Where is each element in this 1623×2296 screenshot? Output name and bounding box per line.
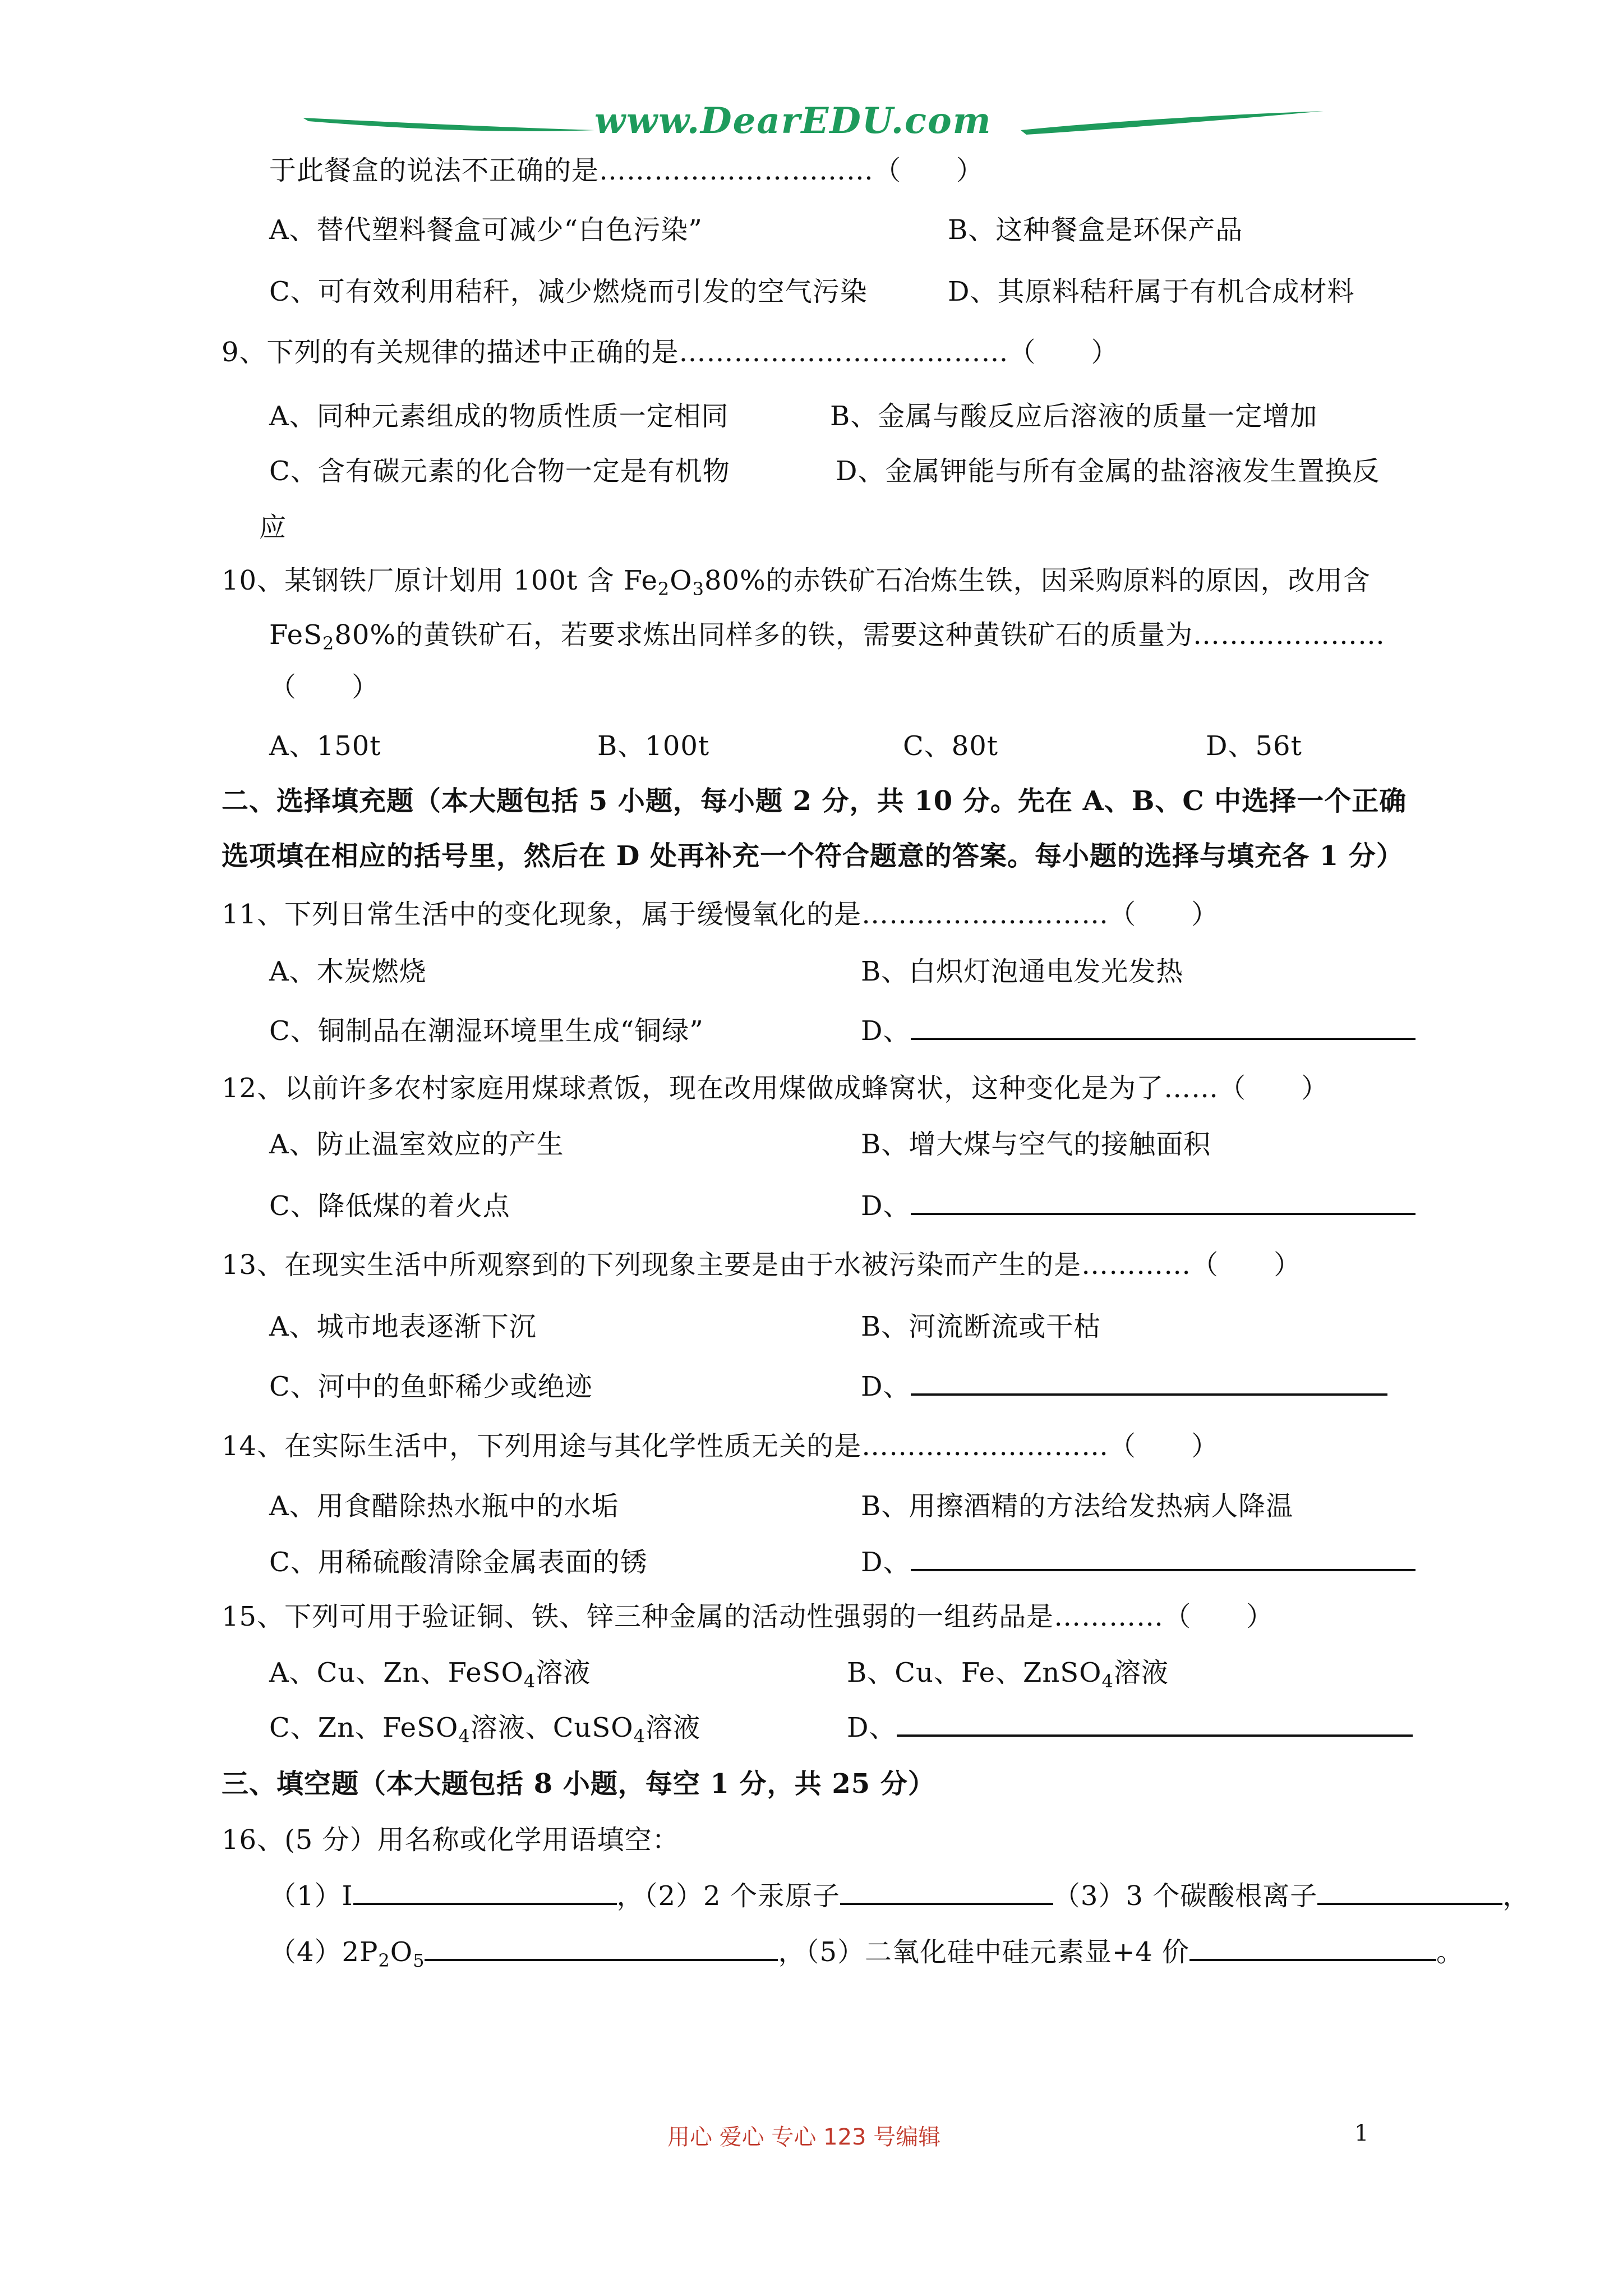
q8-option-b: B、这种餐盒是环保产品 — [948, 214, 1243, 246]
q11-option-b: B、白炽灯泡通电发光发热 — [861, 956, 1184, 987]
q14-answer-blank[interactable] — [911, 1547, 1415, 1571]
q9-option-c: C、含有碳元素的化合物一定是有机物 — [269, 455, 730, 487]
q13-option-a: A、城市地表逐渐下沉 — [269, 1311, 537, 1342]
q9-option-d: D、金属钾能与所有金属的盐溶液发生置换反 — [836, 455, 1380, 487]
section2-title-line2: 选项填在相应的括号里，然后在 D 处再补充一个符合题意的答案。每小题的选择与填充各 1 分） — [222, 840, 1404, 872]
q12-option-b: B、增大煤与空气的接触面积 — [861, 1129, 1211, 1160]
q13-answer-blank[interactable] — [911, 1371, 1387, 1396]
q16-blank-1[interactable] — [353, 1880, 617, 1905]
q15-option-b: B、Cu、Fe、ZnSO$_4$溶液 — [847, 1657, 1169, 1692]
q15-option-c: C、Zn、FeSO$_4$溶液、CuSO$_4$溶液 — [269, 1712, 700, 1747]
q13-option-c: C、河中的鱼虾稀少或绝迹 — [269, 1371, 593, 1402]
q16-parts-row2: $(4)2P_2O_5$ ，（5）二氧化硅中硅元素显+4 价 。 — [269, 1936, 1464, 1971]
q10-option-d: D、56t — [1206, 730, 1302, 762]
q16-blank-5[interactable] — [1189, 1936, 1436, 1961]
q9-option-d-cont: 应 — [259, 512, 287, 543]
q8-stem: 于此餐盒的说法不正确的是…………………………（ ） — [269, 155, 984, 186]
q11-stem: 11、下列日常生活中的变化现象，属于缓慢氧化的是………………………（ ） — [222, 899, 1219, 930]
q16-blank-2[interactable] — [840, 1880, 1053, 1905]
q14-option-b: B、用擦酒精的方法给发热病人降温 — [861, 1490, 1294, 1522]
q14-stem: 14、在实际生活中，下列用途与其化学性质无关的是………………………（ ） — [222, 1430, 1219, 1462]
q14-option-c: C、用稀硫酸清除金属表面的锈 — [269, 1547, 648, 1578]
q12-option-d: D、 — [861, 1189, 1415, 1223]
q12-option-a: A、防止温室效应的产生 — [269, 1129, 564, 1160]
q9-option-a: A、同种元素组成的物质性质一定相同 — [269, 401, 729, 432]
q10-option-a: A、150t — [269, 730, 381, 762]
q12-option-c: C、降低煤的着火点 — [269, 1190, 510, 1222]
q13-stem: 13、在现实生活中所观察到的下列现象主要是由于水被污染而产生的是…………（ ） — [222, 1249, 1302, 1281]
q10-stem-line3: （ ） — [269, 671, 380, 703]
q9-stem: 9、下列的有关规律的描述中正确的是………………………………（ ） — [222, 337, 1119, 368]
q16-blank-3[interactable] — [1317, 1880, 1502, 1905]
footer-text: 用心 爱心 专心 123 号编辑 — [667, 2124, 941, 2150]
q8-option-a: A、替代塑料餐盒可减少“白色污染” — [269, 214, 703, 246]
q12-answer-blank[interactable] — [911, 1190, 1415, 1215]
q13-option-d: D、 — [861, 1370, 1387, 1404]
section2-title-line1: 二、选择填充题（本大题包括 5 小题，每小题 2 分，共 10 分。先在 A、B、C 中选择一个正确 — [222, 785, 1407, 817]
q10-stem-line1: 10、某钢铁厂原计划用 100t 含 $Fe_2O_380\%$的赤铁矿石冶炼生铁，因采购原料的原因，改用含 — [222, 565, 1371, 600]
page-number: 1 — [1354, 2120, 1369, 2146]
q16-blank-4[interactable] — [425, 1936, 778, 1961]
q10-stem-line2: FeS$_2$80%的黄铁矿石，若要求炼出同样多的铁，需要这种黄铁矿石的质量为………………… — [269, 619, 1386, 654]
section3-title: 三、填空题（本大题包括 8 小题，每空 1 分，共 25 分） — [222, 1768, 935, 1800]
q14-option-a: A、用食醋除热水瓶中的水垢 — [269, 1490, 619, 1522]
q14-option-d: D、 — [861, 1545, 1415, 1579]
q11-option-d: D、 — [861, 1014, 1415, 1048]
q8-option-d: D、其原料秸秆属于有机合成材料 — [948, 276, 1355, 307]
q11-option-c: C、铜制品在潮湿环境里生成“铜绿” — [269, 1015, 704, 1047]
q10-option-b: B、100t — [597, 730, 710, 762]
q15-answer-blank[interactable] — [897, 1712, 1413, 1737]
q15-option-d: D、 — [847, 1711, 1413, 1745]
q13-option-b: B、河流断流或干枯 — [861, 1311, 1101, 1342]
q8-option-c: C、可有效利用秸秆，减少燃烧而引发的空气污染 — [269, 276, 868, 307]
q9-option-b: B、金属与酸反应后溶液的质量一定增加 — [830, 401, 1318, 432]
q16-stem: 16、(5 分）用名称或化学用语填空： — [222, 1824, 680, 1856]
site-url[interactable]: www.DearEDU.com — [594, 100, 992, 142]
q15-stem: 15、下列可用于验证铜、铁、锌三种金属的活动性强弱的一组药品是…………（ ） — [222, 1601, 1274, 1632]
q11-option-a: A、木炭燃烧 — [269, 956, 427, 987]
q12-stem: 12、以前许多农村家庭用煤球煮饭，现在改用煤做成蜂窝状，这种变化是为了……（ ） — [222, 1073, 1329, 1104]
q11-answer-blank[interactable] — [911, 1015, 1415, 1040]
q10-option-c: C、80t — [903, 730, 999, 762]
q16-parts-row1: （1）I ，（2）2 个汞原子 （3）3 个碳酸根离子 ， — [269, 1880, 1530, 1912]
q15-option-a: A、Cu、Zn、FeSO$_4$溶液 — [269, 1657, 591, 1692]
